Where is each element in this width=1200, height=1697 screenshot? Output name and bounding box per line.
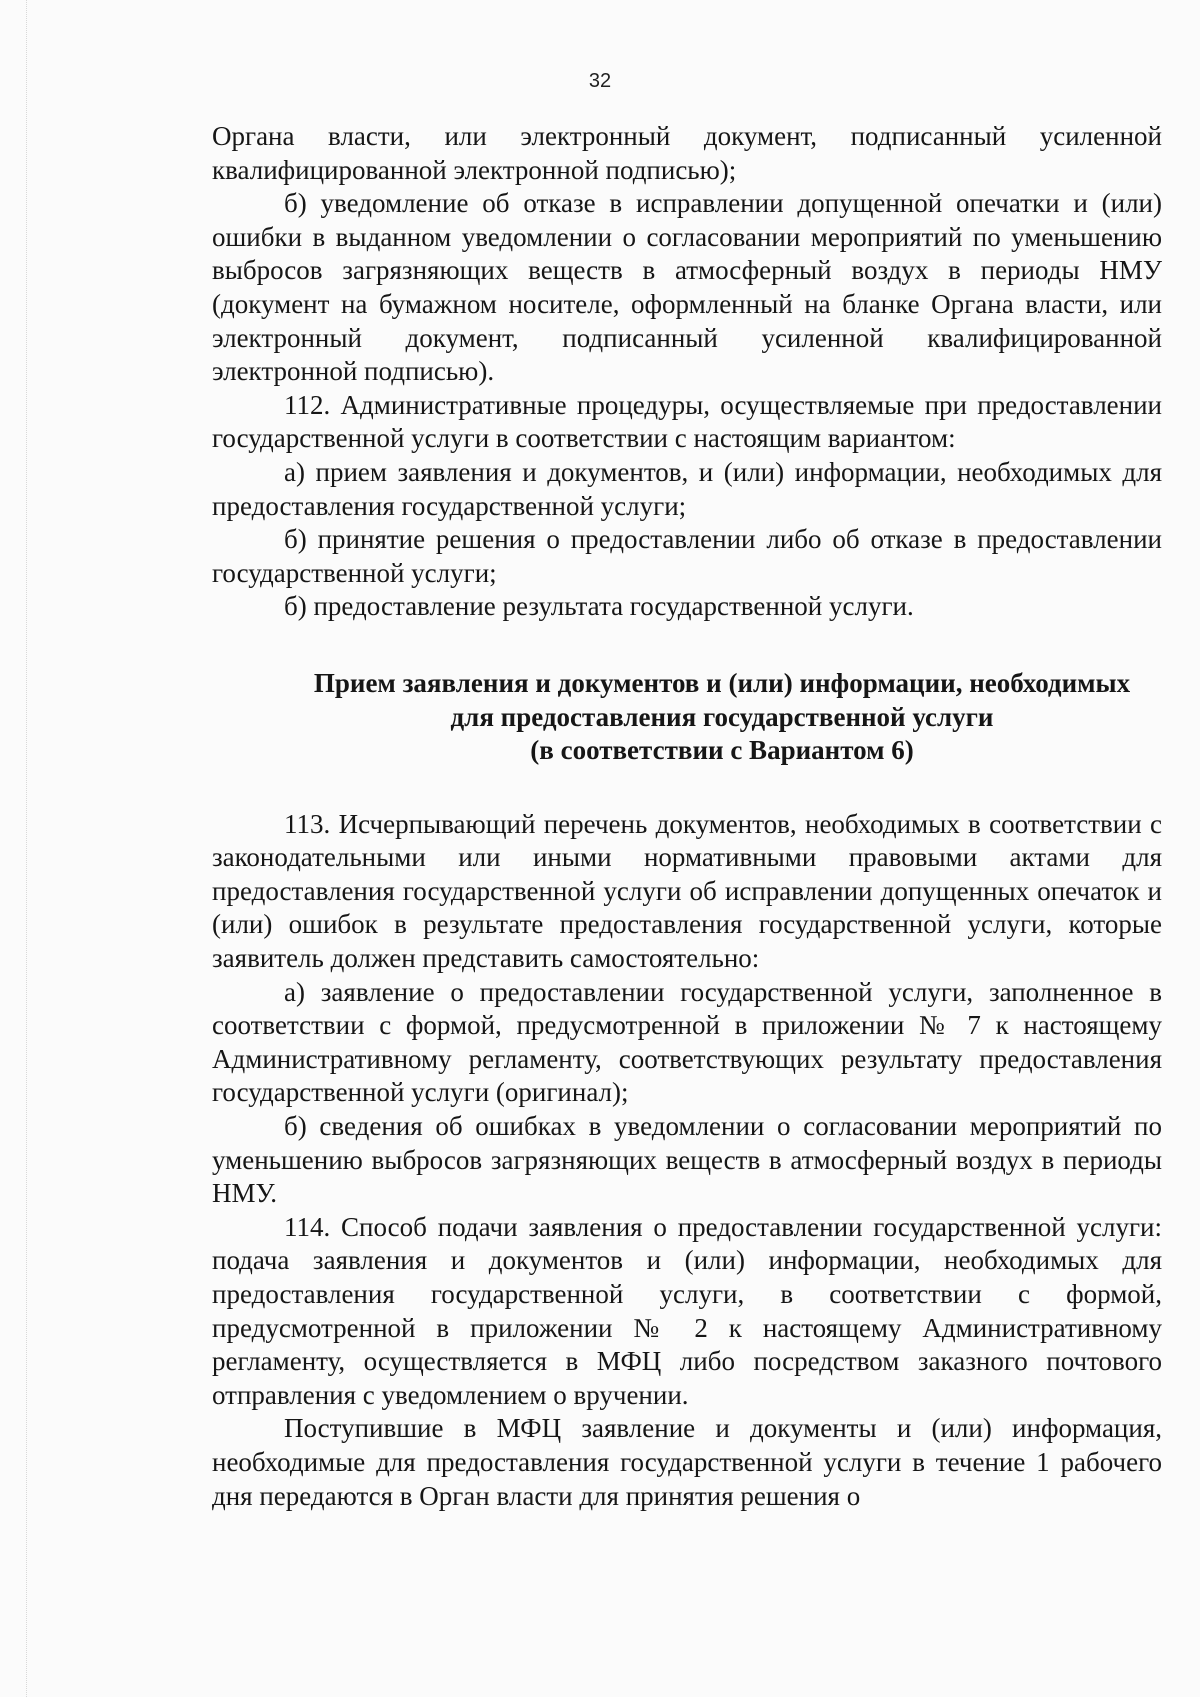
heading-line-3: (в соответствии с Вариантом 6) [530,735,914,766]
list-item-b-result: б) предоставление результата государственной услуги. [284,591,914,622]
paragraph-mfc-transfer: Поступившие в МФЦ заявление и документы и (или) информация, необходимые для предоставления государственной услуги в течение 1 рабочего дня передаются в Орган власти для принятия решения о [212,1413,1162,1511]
document-body [212,120,1162,1513]
list-item-b-errors: б) сведения об ошибках в уведомлении о согласовании мероприятий по уменьшению выбросов загрязняющих веществ в атмосферный воздух в периоды НМУ. [212,1111,1162,1209]
heading-line-1: Прием заявления и документов и (или) информации, необходимых [313,667,1131,698]
list-item-a: а) прием заявления и документов, и (или) информации, необходимых для предоставления государственной услуги; [212,456,1162,521]
list-item-b-decision: б) принятие решения о предоставлении либо об отказе в предоставлении государственной услуги; [212,524,1162,588]
paragraph-continuation: Органа власти, или электронный документ, подписанный усиленной квалифицированной электронной подписью); [212,121,1162,185]
page-number: 32 [588,70,612,92]
scan-margin-artifact [26,0,28,1697]
list-item-a-application: а) заявление о предоставлении государственной услуги, заполненное в соответствии с формой, предусмотренной в приложении № 7 к настоящему Административному регламенту, соответствующих результату предоставления государственной услуги (оригинал); [212,976,1162,1108]
paragraph-refusal-notice: б) уведомление об отказе в исправлении допущенной опечатки и (или) ошибки в выданном уведомлении о согласовании мероприятий по уменьшению выбросов загрязняющих веществ в атмосферный воздух в периоды НМУ (документ на бумажном носителе, оформленный на бланке Органа власти, или электронный документ, подписанный усиленной квалифицированной электронной подписью). [212,188,1162,387]
paragraph-114: 114. Способ подачи заявления о предоставлении государственной услуги: подача заявления и документов и (или) информации, необходимых для предоставления государственной услуги, в соответствии с формой, предусмотренной в приложении № 2 к настоящему Административному регламенту, осуществляется в МФЦ либо посредством заказного почтового отправления с уведомлением о вручении. [212,1211,1162,1410]
paragraph-112: 112. Административные процедуры, осуществляемые при предоставлении государственной услуги в соответствии с настоящим вариантом: [212,389,1162,454]
heading-line-2: для предоставления государственной услуги [450,701,994,732]
paragraph-113: 113. Исчерпывающий перечень документов, необходимых в соответствии с законодательными или иными нормативными правовыми актами для предоставления государственной услуги об исправлении допущенных опечаток и (или) ошибок в результате предоставления государственной услуги, которые заявитель должен представить самостоятельно: [212,808,1162,974]
section-heading [212,667,1162,768]
